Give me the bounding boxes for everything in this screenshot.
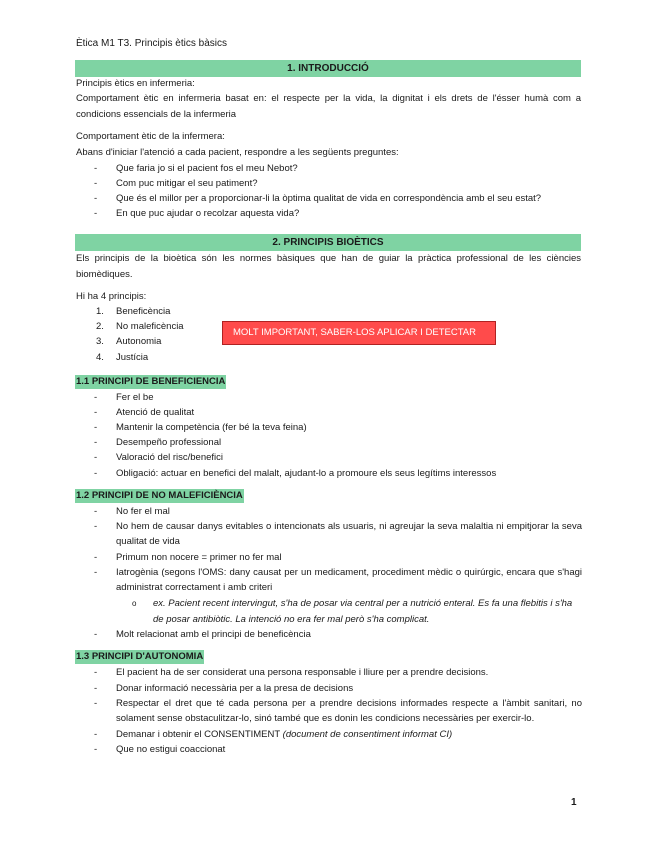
bullet-dash: -: [94, 667, 98, 678]
question-item: Que és el millor per a proporcionar-li la òptima qualitat de vida en correspondència amb el seu estat?: [116, 193, 542, 204]
principis-etics-heading: Principis ètics en infermeria:: [76, 78, 195, 89]
comportament-text: Abans d'iniciar l'atenció a cada pacient, respondre a les següents preguntes:: [76, 147, 399, 158]
autonomia-item: El pacient ha de ser considerat una persona responsable i lliure per a prendre decisions.: [116, 667, 489, 678]
principle-number: 1.: [96, 306, 104, 317]
no-maleficiencia-item: No hem de causar danys evitables o intencionats als usuaris, ni agreujar la seva malaltia ni empitjorar la seva qualitat de vida: [116, 521, 582, 547]
question-item: Com puc mitigar el seu patiment?: [116, 178, 258, 189]
bullet-dash: -: [94, 683, 98, 694]
bullet-dash: -: [94, 422, 98, 433]
no-maleficiencia-item: Molt relacionat amb el principi de beneficència: [116, 629, 311, 640]
bullet-circle: o: [132, 599, 137, 608]
no-maleficiencia-item: Iatrogènia (segons l'OMS: dany causat per un medicament, procediment mèdic o quirúrgic, encara que s'hagi administrat correctament i amb criteri: [116, 567, 582, 593]
consentiment-note: (document de consentiment informat CI): [282, 729, 453, 740]
beneficiencia-item: Obligació: actuar en benefici del malalt, ajudant-lo a promoure els seus legítims interessos: [116, 468, 497, 479]
bullet-dash: -: [94, 567, 98, 578]
bullet-dash: -: [94, 208, 98, 219]
bullet-dash: -: [94, 506, 98, 517]
page-number: 1: [571, 797, 577, 808]
principle-item: No maleficència: [116, 321, 184, 332]
beneficiencia-item: Valoració del risc/benefici: [116, 452, 224, 463]
autonomia-item: Que no estigui coaccionat: [116, 744, 226, 755]
consentiment-text: Demanar i obtenir el CONSENTIMENT: [116, 729, 281, 740]
bullet-dash: -: [94, 698, 98, 709]
bullet-dash: -: [94, 552, 98, 563]
beneficiencia-item: Desempeño professional: [116, 437, 222, 448]
bullet-dash: -: [94, 468, 98, 479]
subsection-title-beneficiencia: 1.1 PRINCIPI DE BENEFICIENCIA: [76, 376, 226, 387]
bullet-dash: -: [94, 163, 98, 174]
bullet-dash: -: [94, 744, 98, 755]
comportament-heading: Comportament ètic de la infermera:: [76, 131, 225, 142]
beneficiencia-item: Atenció de qualitat: [116, 407, 195, 418]
iatrogenia-example: ex. Pacient recent intervingut, s'ha de posar via central per a nutrició enteral. Es fa una flebitis i s'ha de posar antibiòtic. La intenció no era fer mal però s'ha complicat.: [153, 598, 573, 625]
bullet-dash: -: [94, 437, 98, 448]
principle-number: 2.: [96, 321, 104, 332]
no-maleficiencia-item: Primum non nocere = primer no fer mal: [116, 552, 282, 563]
document-header: Ètica M1 T3. Principis ètics bàsics: [76, 38, 227, 49]
autonomia-item: Donar informació necessària per a la presa de decisions: [116, 683, 354, 694]
question-item: En que puc ajudar o recolzar aquesta vida?: [116, 208, 300, 219]
principle-number: 3.: [96, 336, 104, 347]
principle-number: 4.: [96, 352, 104, 363]
autonomia-item-consentiment: [116, 727, 582, 742]
subsection-title-no-maleficiencia: 1.2 PRINCIPI DE NO MALEFICIÈNCIA: [76, 490, 243, 501]
bullet-dash: -: [94, 392, 98, 403]
no-maleficiencia-item: No fer el mal: [116, 506, 170, 517]
principle-item: Beneficència: [116, 306, 171, 317]
bullet-dash: -: [94, 452, 98, 463]
bullet-dash: -: [94, 521, 98, 532]
section-title-introduccio: 1. INTRODUCCIÓ: [75, 60, 581, 77]
principle-item: Autonomia: [116, 336, 162, 347]
autonomia-item: Respectar el dret que té cada persona per a prendre decisions informades respecte a l'àmbit sanitari, no solament sense obstaculitzar-lo, sinó també que es donin les condicions necessàries per exercir-lo.: [116, 698, 582, 724]
principis-count: Hi ha 4 principis:: [76, 291, 147, 302]
subsection-title-autonomia: 1.3 PRINCIPI D'AUTONOMIA: [76, 651, 204, 662]
question-item: Que faria jo si el pacient fos el meu Nebot?: [116, 163, 298, 174]
bullet-dash: -: [94, 407, 98, 418]
bullet-dash: -: [94, 729, 98, 740]
principis-etics-text: Comportament ètic en infermeria basat en: el respecte per la vida, la dignitat i els drets de l'ésser humà com a condicions essencials de la infermeria: [76, 93, 581, 120]
principle-item: Justícia: [116, 352, 149, 363]
bioetica-intro: Els principis de la bioètica són les normes bàsiques que han de guiar la pràctica professional de les ciències biomèdiques.: [76, 253, 581, 280]
beneficiencia-item: Fer el be: [116, 392, 154, 403]
bullet-dash: -: [94, 629, 98, 640]
bullet-dash: -: [94, 178, 98, 189]
section-title-principis-bioetics: 2. PRINCIPIS BIOÈTICS: [75, 234, 581, 251]
important-note-box: MOLT IMPORTANT, SABER-LOS APLICAR I DETECTAR: [222, 321, 496, 345]
bullet-dash: -: [94, 193, 98, 204]
beneficiencia-item: Mantenir la competència (fer bé la teva feina): [116, 422, 307, 433]
